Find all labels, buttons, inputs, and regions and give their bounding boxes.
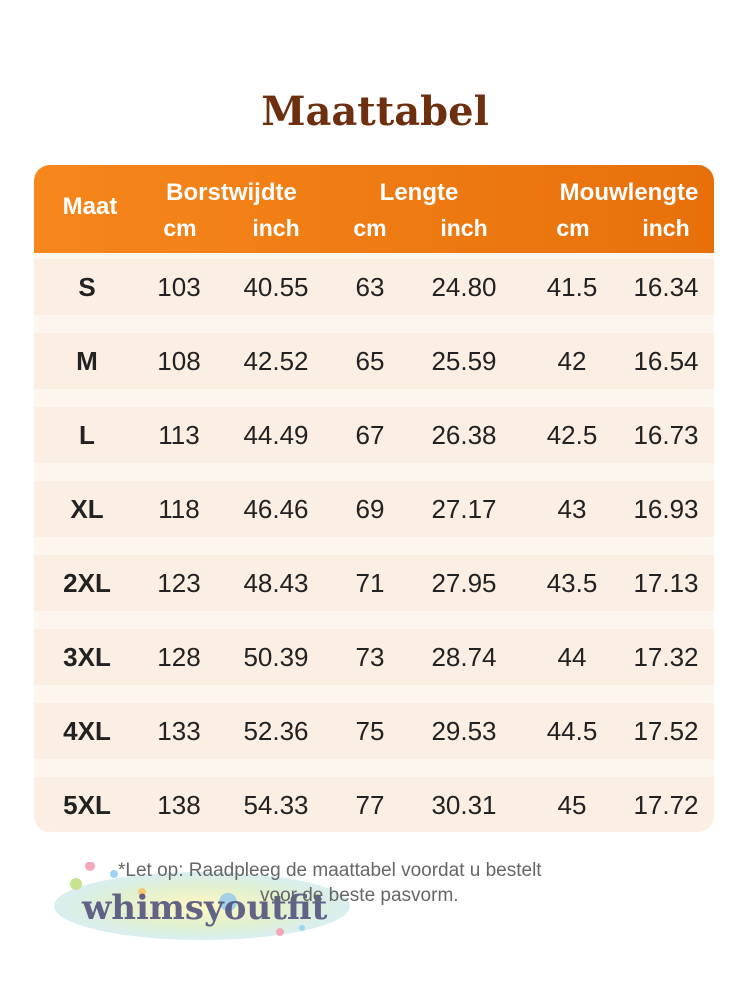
header-group-length: Lengte — [379, 179, 459, 206]
measurement-cell: 26.38 — [431, 420, 497, 450]
measurement-cell: 77 — [355, 790, 385, 820]
measurement-cell: 113 — [158, 420, 200, 450]
measurement-cell: 40.55 — [243, 272, 309, 302]
measurement-cell: 28.74 — [431, 642, 497, 672]
header-group-sleeve: Mouwlengte — [559, 179, 699, 206]
measurement-cell: 42.52 — [243, 346, 309, 376]
size-label-cell: 3XL — [63, 642, 111, 672]
size-label-cell: 2XL — [63, 568, 111, 598]
size-label-cell: L — [79, 420, 95, 450]
measurement-cell: 42 — [557, 346, 587, 376]
measurement-cell: 41.5 — [546, 272, 598, 302]
table-row — [34, 777, 714, 832]
size-label-cell: S — [78, 272, 96, 302]
measurement-cell: 63 — [355, 272, 385, 302]
table-row — [34, 259, 714, 315]
header-unit-cm: cm — [353, 215, 387, 241]
measurement-cell: 48.43 — [243, 568, 309, 598]
measurement-cell: 16.93 — [633, 494, 699, 524]
table-row — [34, 629, 714, 685]
header-unit-inch: inch — [440, 215, 488, 241]
measurement-cell: 17.32 — [633, 642, 699, 672]
header-group-chest: Borstwijdte — [166, 179, 297, 206]
size-note-line2: voor de beste pasvorm. — [260, 885, 459, 906]
measurement-cell: 71 — [355, 568, 385, 598]
size-label-cell: 4XL — [63, 716, 111, 746]
measurement-cell: 123 — [157, 568, 201, 598]
measurement-cell: 50.39 — [243, 642, 309, 672]
size-label-cell: 5XL — [63, 790, 111, 820]
measurement-cell: 16.73 — [633, 420, 699, 450]
measurement-cell: 44.49 — [243, 420, 309, 450]
measurement-cell: 73 — [355, 642, 385, 672]
measurement-cell: 65 — [355, 346, 385, 376]
size-note — [118, 858, 678, 908]
measurement-cell: 27.17 — [431, 494, 497, 524]
measurement-cell: 27.95 — [431, 568, 497, 598]
measurement-cell: 52.36 — [243, 716, 309, 746]
measurement-cell: 69 — [355, 494, 385, 524]
measurement-cell: 67 — [355, 420, 385, 450]
table-row — [34, 703, 714, 759]
size-table — [34, 165, 714, 832]
measurement-cell: 43.5 — [546, 568, 598, 598]
measurement-cell: 138 — [157, 790, 201, 820]
measurement-cell: 44 — [557, 642, 587, 672]
header-unit-cm: cm — [556, 215, 590, 241]
measurement-cell: 133 — [157, 716, 201, 746]
measurement-cell: 42.5 — [546, 420, 598, 450]
measurement-cell: 16.54 — [633, 346, 699, 376]
table-row — [34, 333, 714, 389]
measurement-cell: 118 — [158, 494, 200, 524]
brand-logo-text: whimsyoutfit — [82, 888, 328, 928]
measurement-cell: 103 — [157, 272, 201, 302]
measurement-cell: 25.59 — [431, 346, 497, 376]
table-row — [34, 407, 714, 463]
table-header — [34, 165, 714, 253]
measurement-cell: 128 — [157, 642, 201, 672]
table-row — [34, 481, 714, 537]
measurement-cell: 17.13 — [633, 568, 699, 598]
size-label-cell: XL — [70, 494, 104, 524]
measurement-cell: 75 — [355, 716, 385, 746]
header-unit-inch: inch — [642, 215, 690, 241]
header-unit-inch: inch — [252, 215, 300, 241]
header-unit-cm: cm — [163, 215, 197, 241]
measurement-cell: 24.80 — [431, 272, 497, 302]
measurement-cell: 17.52 — [633, 716, 699, 746]
measurement-cell: 17.72 — [633, 790, 699, 820]
measurement-cell: 16.34 — [633, 272, 699, 302]
measurement-cell: 45 — [557, 790, 587, 820]
measurement-cell: 108 — [157, 346, 201, 376]
measurement-cell: 29.53 — [431, 716, 497, 746]
measurement-cell: 46.46 — [243, 494, 309, 524]
table-row — [34, 555, 714, 611]
measurement-cell: 30.31 — [431, 790, 497, 820]
size-label-cell: M — [76, 346, 98, 376]
page-title: Maattabel — [261, 88, 489, 135]
measurement-cell: 43 — [557, 494, 587, 524]
size-note-line1: *Let op: Raadpleeg de maattabel voordat u bestelt — [118, 860, 542, 881]
header-size-label: Maat — [62, 193, 118, 220]
measurement-cell: 54.33 — [243, 790, 309, 820]
measurement-cell: 44.5 — [546, 716, 598, 746]
